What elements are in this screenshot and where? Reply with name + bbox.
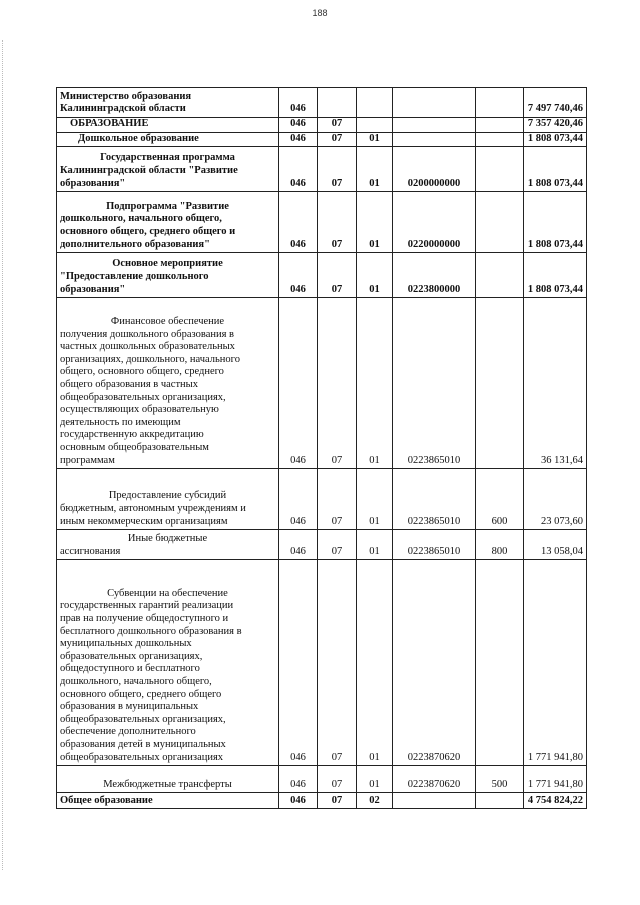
- cell-vr: 800: [476, 530, 524, 560]
- row-name-line: общеобразовательных организациях,: [60, 391, 226, 403]
- row-name-line: основного общего, среднего общего и: [60, 226, 236, 237]
- row-name-line: Иные бюджетные: [127, 533, 208, 544]
- budget-table: [56, 87, 587, 809]
- row-name-line: Субвенции на обеспечение: [107, 587, 228, 599]
- row-name-line: образования детей в муниципальных: [60, 739, 226, 750]
- row-name-line: обеспечение дополнительного: [60, 726, 196, 738]
- row-name: [57, 253, 279, 298]
- row-name: [57, 118, 279, 133]
- row-name-line: государственную аккредитацию: [60, 429, 204, 441]
- cell-sum: 13 058,04: [524, 530, 587, 560]
- cell-sum: 4 754 824,22: [524, 793, 587, 809]
- cell-rz: 07: [318, 469, 357, 530]
- table-row: [57, 793, 587, 809]
- cell-sum: 1 808 073,44: [524, 132, 587, 147]
- cell-sum: 1 808 073,44: [524, 147, 587, 192]
- row-name: [57, 766, 279, 793]
- row-name-line: образовательных организациях,: [60, 650, 203, 662]
- cell-vr: [476, 118, 524, 133]
- table-row: [57, 469, 587, 530]
- row-name: [57, 560, 279, 766]
- row-name-line: общего образования в частных: [60, 379, 198, 391]
- table-row: [57, 530, 587, 560]
- row-name: [57, 530, 279, 560]
- cell-vr: 500: [476, 766, 524, 793]
- cell-pr: 01: [357, 530, 393, 560]
- row-name-line: деятельность по имеющим: [60, 416, 181, 428]
- table-row: [57, 132, 587, 147]
- row-name-line: Дошкольное образование: [78, 132, 199, 144]
- cell-pr: 02: [357, 793, 393, 809]
- page-number: 188: [312, 8, 328, 18]
- row-name-line: Государственная программа: [100, 152, 235, 164]
- cell-vr: [476, 253, 524, 298]
- cell-csr: 0223865010: [393, 298, 476, 469]
- cell-pr: 01: [357, 147, 393, 192]
- row-name: [57, 88, 279, 118]
- cell-csr: [393, 132, 476, 147]
- table-row: [57, 766, 587, 793]
- cell-rz: 07: [318, 766, 357, 793]
- cell-rz: 07: [318, 560, 357, 766]
- cell-pr: [357, 118, 393, 133]
- cell-vr: [476, 88, 524, 118]
- cell-vr: [476, 298, 524, 469]
- cell-ved: 046: [279, 132, 318, 147]
- cell-rz: 07: [318, 147, 357, 192]
- row-name-line: образования": [60, 177, 126, 189]
- row-name-line: общедоступного и бесплатного: [60, 663, 200, 675]
- row-name-line: муниципальных дошкольных: [60, 638, 192, 650]
- row-name: [57, 298, 279, 469]
- cell-rz: 07: [318, 793, 357, 809]
- cell-sum: 1 771 941,80: [524, 560, 587, 766]
- row-name-line: Подпрограмма "Развитие: [106, 200, 229, 212]
- row-name-line: получения дошкольного образования в: [60, 328, 234, 340]
- row-name: [57, 147, 279, 192]
- row-name-line: Калининградской области "Развитие: [60, 165, 238, 176]
- cell-csr: 0223865010: [393, 469, 476, 530]
- cell-rz: 07: [318, 192, 357, 253]
- cell-ved: 046: [279, 766, 318, 793]
- cell-ved: 046: [279, 298, 318, 469]
- row-name-line: Основное мероприятие: [112, 258, 223, 270]
- cell-csr: 0223870620: [393, 560, 476, 766]
- cell-ved: 046: [279, 469, 318, 530]
- cell-csr: [393, 118, 476, 133]
- cell-rz: 07: [318, 132, 357, 147]
- cell-csr: [393, 793, 476, 809]
- row-name-line: образования в муниципальных: [60, 701, 199, 713]
- row-name-line: дополнительного образования": [60, 238, 210, 250]
- row-name-line: государственных гарантий реализации: [60, 600, 234, 612]
- row-name-line: [60, 478, 275, 491]
- row-name-line: ассигнования: [60, 545, 121, 557]
- cell-vr: [476, 192, 524, 253]
- cell-pr: 01: [357, 560, 393, 766]
- cell-rz: 07: [318, 253, 357, 298]
- row-name-line: дошкольного, начального общего,: [60, 676, 212, 688]
- cell-csr: 0223870620: [393, 766, 476, 793]
- table-row: [57, 147, 587, 192]
- cell-sum: 1 808 073,44: [524, 192, 587, 253]
- cell-ved: 046: [279, 253, 318, 298]
- row-name: [57, 793, 279, 809]
- row-name-line: общеобразовательных организациях,: [60, 713, 226, 725]
- cell-ved: 046: [279, 88, 318, 118]
- row-name-line: программам: [60, 454, 115, 466]
- cell-csr: 0223865010: [393, 530, 476, 560]
- cell-rz: [318, 88, 357, 118]
- row-name-line: основным общеобразовательным: [60, 442, 209, 453]
- cell-csr: [393, 88, 476, 118]
- cell-ved: 046: [279, 560, 318, 766]
- cell-ved: 046: [279, 530, 318, 560]
- table-row: [57, 118, 587, 133]
- row-name-line: Межбюджетные трансферты: [103, 778, 232, 790]
- cell-sum: 7 497 740,46: [524, 88, 587, 118]
- row-name-line: "Предоставление дошкольного: [60, 271, 209, 282]
- row-name-line: Общее образование: [60, 794, 153, 806]
- cell-pr: 01: [357, 298, 393, 469]
- cell-sum: 23 073,60: [524, 469, 587, 530]
- cell-pr: 01: [357, 132, 393, 147]
- row-name-line: дошкольного, начального общего,: [60, 213, 222, 225]
- cell-rz: 07: [318, 298, 357, 469]
- cell-sum: 1 808 073,44: [524, 253, 587, 298]
- cell-sum: 36 131,64: [524, 298, 587, 469]
- table-row: [57, 88, 587, 118]
- cell-rz: 07: [318, 118, 357, 133]
- cell-pr: [357, 88, 393, 118]
- row-name-line: организациях, дошкольного, начального: [60, 353, 240, 365]
- row-name: [57, 192, 279, 253]
- table-row: [57, 298, 587, 469]
- cell-ved: 046: [279, 118, 318, 133]
- row-name: [57, 469, 279, 530]
- row-name-line: Финансовое обеспечение: [110, 316, 225, 328]
- cell-vr: [476, 793, 524, 809]
- row-name-line: общего, основного общего, среднего: [60, 366, 224, 378]
- row-name-line: частных дошкольных образовательных: [60, 341, 235, 353]
- cell-pr: 01: [357, 192, 393, 253]
- row-name-line: [60, 766, 275, 779]
- row-name: [57, 132, 279, 147]
- table-row: [57, 253, 587, 298]
- cell-pr: 01: [357, 253, 393, 298]
- row-name-line: образования": [60, 283, 126, 295]
- row-name-line: бюджетным, автономным учреждениям и: [60, 503, 246, 514]
- cell-vr: [476, 560, 524, 766]
- cell-vr: [476, 132, 524, 147]
- cell-rz: 07: [318, 530, 357, 560]
- cell-ved: 046: [279, 192, 318, 253]
- row-name-line: иным некоммерческим организациям: [60, 515, 228, 527]
- row-name-line: Предоставление субсидий: [108, 490, 227, 502]
- row-name-line: основного общего, среднего общего: [60, 688, 222, 700]
- row-name-line: прав на получение общедоступного и: [60, 613, 229, 625]
- cell-sum: 7 357 420,46: [524, 118, 587, 133]
- cell-vr: [476, 147, 524, 192]
- cell-csr: 0223800000: [393, 253, 476, 298]
- row-name-line: Калининградской области: [60, 103, 186, 115]
- cell-csr: 0220000000: [393, 192, 476, 253]
- cell-ved: 046: [279, 793, 318, 809]
- cell-ved: 046: [279, 147, 318, 192]
- row-name-line: общеобразовательных организациях: [60, 751, 224, 763]
- scan-edge: [2, 40, 4, 870]
- cell-csr: 0200000000: [393, 147, 476, 192]
- cell-vr: 600: [476, 469, 524, 530]
- row-name-line: бесплатного дошкольного образования в: [60, 625, 242, 637]
- row-name-line: осуществляющих образовательную: [60, 404, 219, 416]
- cell-pr: 01: [357, 469, 393, 530]
- table-row: [57, 560, 587, 766]
- cell-sum: 1 771 941,80: [524, 766, 587, 793]
- cell-pr: 01: [357, 766, 393, 793]
- row-name-line: ОБРАЗОВАНИЕ: [70, 118, 149, 129]
- row-name-line: Министерство образования: [60, 90, 192, 102]
- table-row: [57, 192, 587, 253]
